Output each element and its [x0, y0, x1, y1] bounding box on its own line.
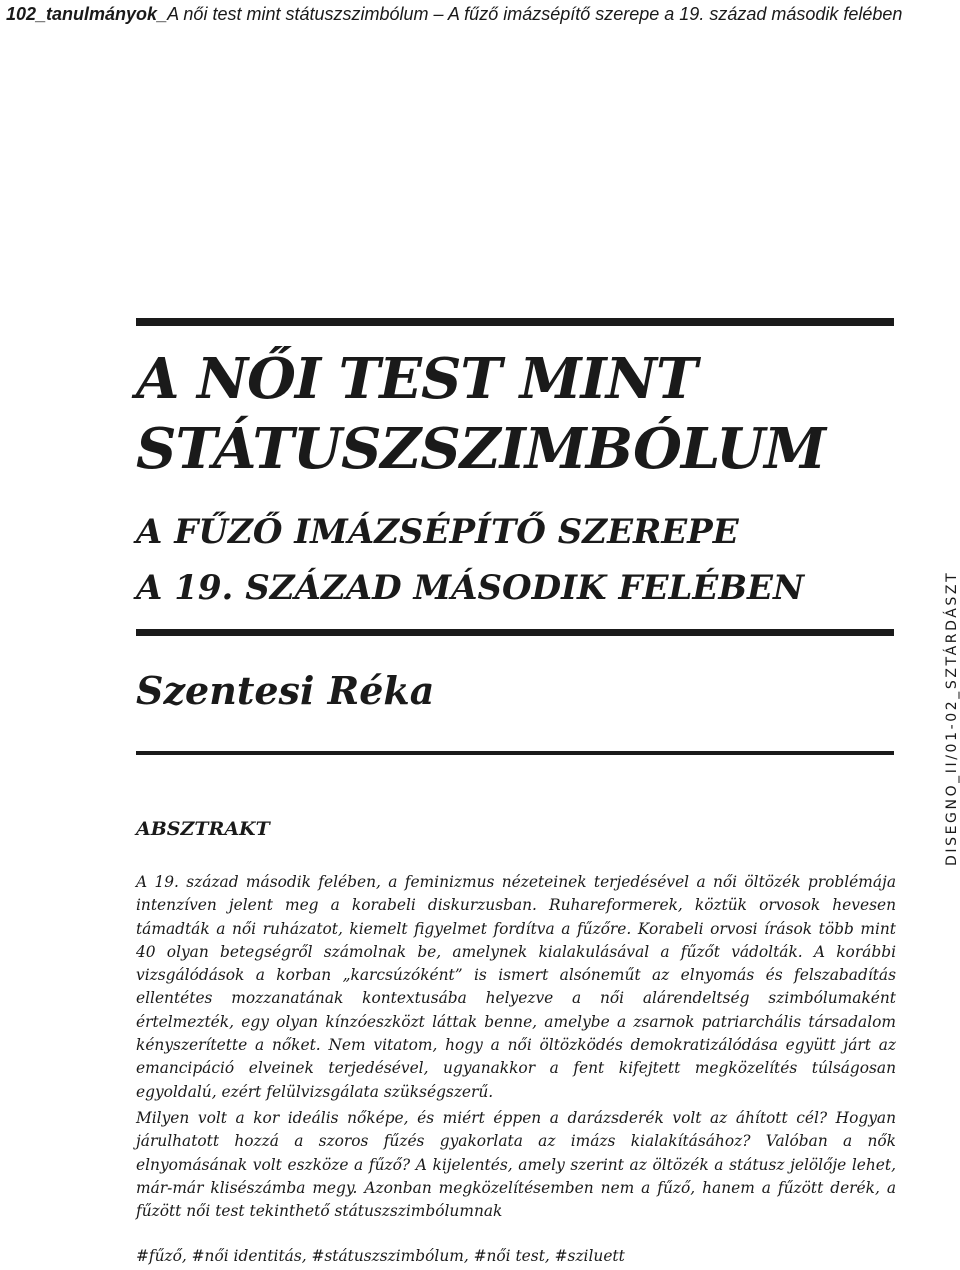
article-title — [136, 344, 825, 484]
middle-rule — [136, 629, 894, 636]
running-header-section: 102_tanulmányok_ — [6, 4, 168, 24]
keywords: #fűző, #női identitás, #státuszszimbólum, #női test, #sziluett — [136, 1247, 625, 1265]
author-name: Szentesi Réka — [136, 668, 435, 713]
article-subtitle — [136, 504, 804, 616]
bottom-rule — [136, 751, 894, 755]
abstract-heading: ABSZTRAKT — [136, 818, 270, 840]
running-header — [6, 2, 902, 26]
top-rule — [136, 318, 894, 326]
journal-side-label: DISEGNO_II/01-02_SZTÁRDÁSZT — [944, 570, 960, 866]
article-title-line-2: STÁTUSZSZIMBÓLUM — [136, 416, 826, 482]
abstract-paragraph-1: A 19. század második felében, a feminizmus nézeteinek terjedésével a női öltözék problémája intenzíven jelent meg a korabeli diskurzusban. Ruhareformerek, köztük orvosok hevesen támadták a női ruházatot, kiemelt figyelmet fordítva a fűzőre. Korabeli orvosi írások több mint 40 olyan betegségről számolnak be, amelynek kialakulásával a fűzőt vádolták. A korábbi vizsgálódások a korban „karcsúzóként” is ismert alsóneműt az elnyomás és felszabadítás ellentétes mozzanatának kontextusába helyezve a női alárendeltség szimbólumaként értelmezték, egy olyan kínzóeszközt láttak benne, amelybe a zsarnok patriarchális társadalom kényszerítette a nőket. Nem vitatom, hogy a női öltözködés demokratizálódása együtt járt az emancipáció elveinek terjedésével, ugyanakkor a fent kifejtett megközelítés túlságosan egyoldalú, ezért felülvizsgálata szükségszerű. — [136, 873, 896, 1101]
article-subtitle-line-2: A 19. SZÁZAD MÁSODIK FELÉBEN — [136, 568, 805, 608]
abstract-paragraph-2: Milyen volt a kor ideális nőképe, és miért éppen a darázsderék volt az áhított cél? Hogyan járulhatott hozzá a szoros fűzés gyakorlata az imázs kialakításához? Valóban a nők elnyomásának volt eszköze a fűző? A kijelentés, amely szerint az öltözék a státusz jelölője lehet, már-már klisészámba megy. Azonban megközelítésemben nem a fűző, hanem a fűzött derék, a fűzött női test tekinthető státuszszimbólumnak — [136, 1109, 896, 1221]
running-header-title: A női test mint státuszszimbólum – A fűző imázsépítő szerepe a 19. század második felében — [167, 4, 903, 24]
article-title-line-1: A NŐI TEST MINT — [136, 346, 697, 412]
article-subtitle-line-1: A FŰZŐ IMÁZSÉPÍTŐ SZEREPE — [136, 512, 739, 552]
